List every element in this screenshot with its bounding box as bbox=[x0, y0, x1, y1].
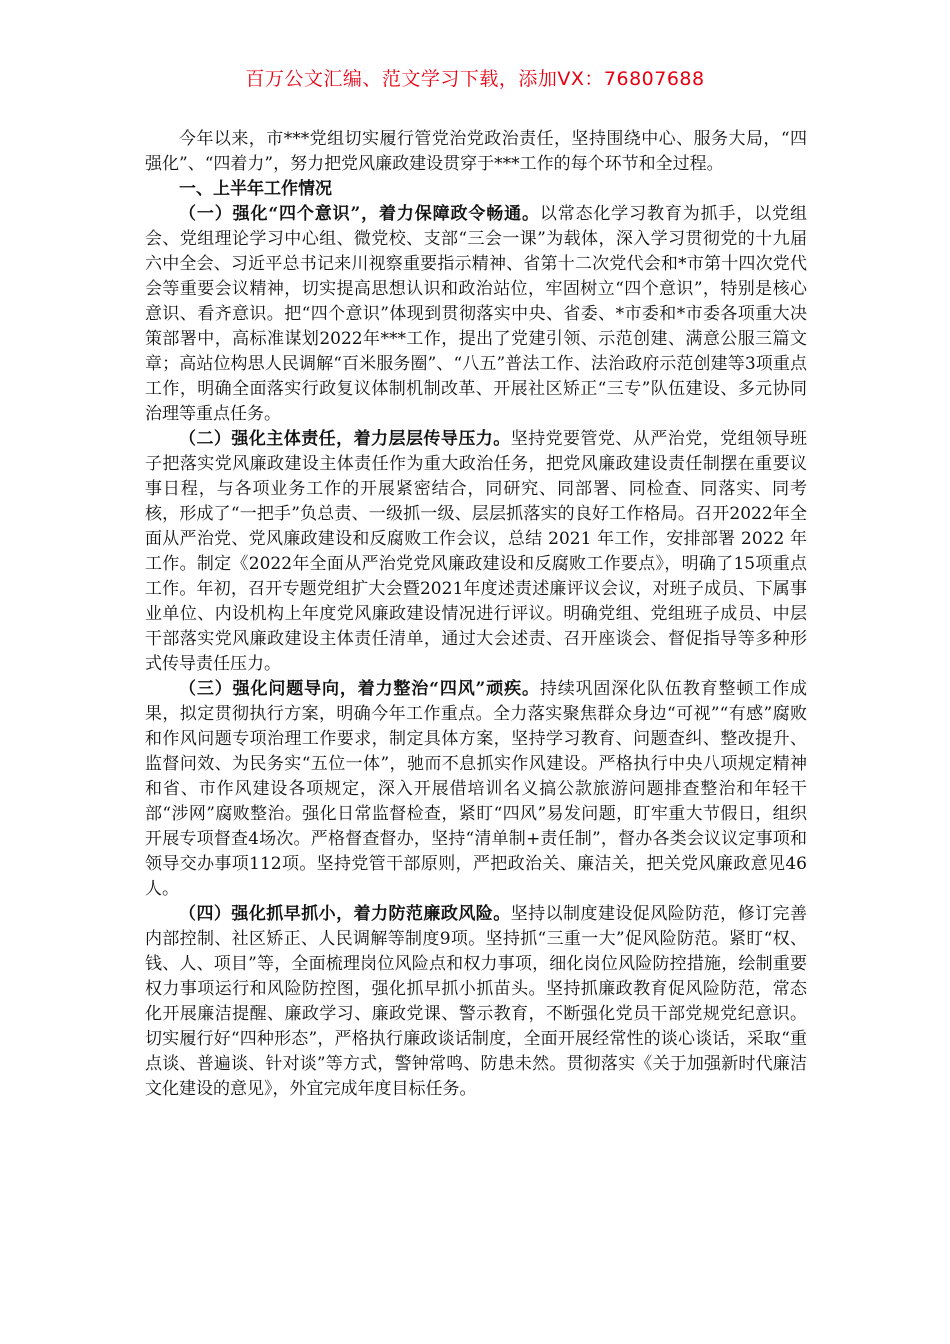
paragraph-lead: （一）强化“四个意识”，着力保障政令畅通。 bbox=[179, 204, 540, 224]
paragraph-body: 以常态化学习教育为抓手，以党组会、党组理论学习中心组、微党校、支部“三会一课”为载体，深入学习贯彻党的十九届六中全会、习近平总书记来川视察重要指示精神、省第十二次党代会和*市第十四次党代会等重要会议精神，切实提高思想认识和政治站位，牢固树立“四个意识”，特别是核心意识、看齐意识。把“四个意识”体现到贯彻落实中央、省委、*市委和*市委各项重大决策部署中，高标准谋划2022年***工作，提出了党建引领、示范创建、满意公服三篇文章；高站位构思人民调解“百米服务圈”、“八五”普法工作、法治政府示范创建等3项重点工作，明确全面落实行政复议体制机制改革、开展社区矫正“三专”队伍建设、多元协同治理等重点任务。 bbox=[145, 204, 808, 424]
paragraph-lead: （四）强化抓早抓小，着力防范廉政风险。 bbox=[179, 904, 511, 924]
paragraph-body: 持续巩固深化队伍教育整顿工作成果，拟定贯彻执行方案，明确今年工作重点。全力落实聚焦群众身边“可视”“有感”腐败和作风问题专项治理工作要求，制定具体方案，坚持学习教育、问题查纠、整改提升、监督问效、为民务实“五位一体”，驰而不息抓实作风建设。严格执行中央八项规定精神和省、市作风建设各项规定，深入开展借培训名义搞公款旅游问题排查整治和年轻干部“涉网”腐败整治。强化日常监督检查，紧盯“四风”易发问题，盯牢重大节假日，组织开展专项督查4场次。严格督查督办，坚持“清单制+责任制”，督办各类会议议定事项和领导交办事项112项。坚持党管干部原则，严把政治关、廉洁关，把关党风廉政意见46人。 bbox=[145, 679, 808, 899]
paragraph bbox=[145, 202, 807, 427]
paragraph bbox=[145, 677, 807, 902]
paragraph-body: 坚持党要管党、从严治党，党组领导班子把落实党风廉政建设主体责任作为重大政治任务，把党风廉政建设责任制摆在重要议事日程，与各项业务工作的开展紧密结合，同研究、同部署、同检查、同落实、同考核，形成了“一把手”负总责、一级抓一级、层层抓落实的良好工作格局。召开2022年全面从严治党、党风廉政建设和反腐败工作会议，总结 2021 年工作，安排部署 2022 年工作。制定《2022年全面从严治党党风廉政建设和反腐败工作要点》，明确了15项重点工作。年初，召开专题党组扩大会暨2021年度述责述廉评议会议，对班子成员、下属事业单位、内设机构上年度党风廉政建设情况进行评议。明确党组、党组班子成员、中层干部落实党风廉政建设主体责任清单，通过大会述责、召开座谈会、督促指导等多种形式传导责任压力。 bbox=[145, 429, 808, 674]
watermark-header: 百万公文汇编、范文学习下载，添加VX：76807688 bbox=[245, 68, 705, 90]
paragraph bbox=[145, 427, 807, 677]
intro-paragraph: 今年以来，市***党组切实履行管党治党政治责任，坚持围绕中心、服务大局，“四强化”、“四着力”，努力把党风廉政建设贯穿于***工作的每个环节和全过程。 bbox=[145, 129, 807, 174]
paragraph-body: 坚持以制度建设促风险防范，修订完善内部控制、社区矫正、人民调解等制度9项。坚持抓“三重一大”促风险防范。紧盯“权、钱、人、项目”等，全面梳理岗位风险点和权力事项，细化岗位风险防控措施，绘制重要权力事项运行和风险防控图，强化抓早抓小抓苗头。坚持抓廉政教育促风险防范，常态化开展廉洁提醒、廉政学习、廉政党课、警示教育，不断强化党员干部党规党纪意识。切实履行好“四种形态”，严格执行廉政谈话制度，全面开展经常性的谈心谈话，采取“重点谈、普遍谈、针对谈”等方式，警钟常鸣、防患未然。贯彻落实《关于加强新时代廉洁文化建设的意见》，外宜完成年度目标任务。 bbox=[145, 904, 808, 1099]
section-title: 一、上半年工作情况 bbox=[179, 179, 332, 199]
paragraph bbox=[145, 902, 807, 1102]
paragraph-lead: （二）强化主体责任，着力层层传导压力。 bbox=[179, 429, 511, 449]
document-body bbox=[145, 127, 807, 1102]
paragraph-lead: （三）强化问题导向，着力整治“四风”顽疾。 bbox=[179, 679, 540, 699]
